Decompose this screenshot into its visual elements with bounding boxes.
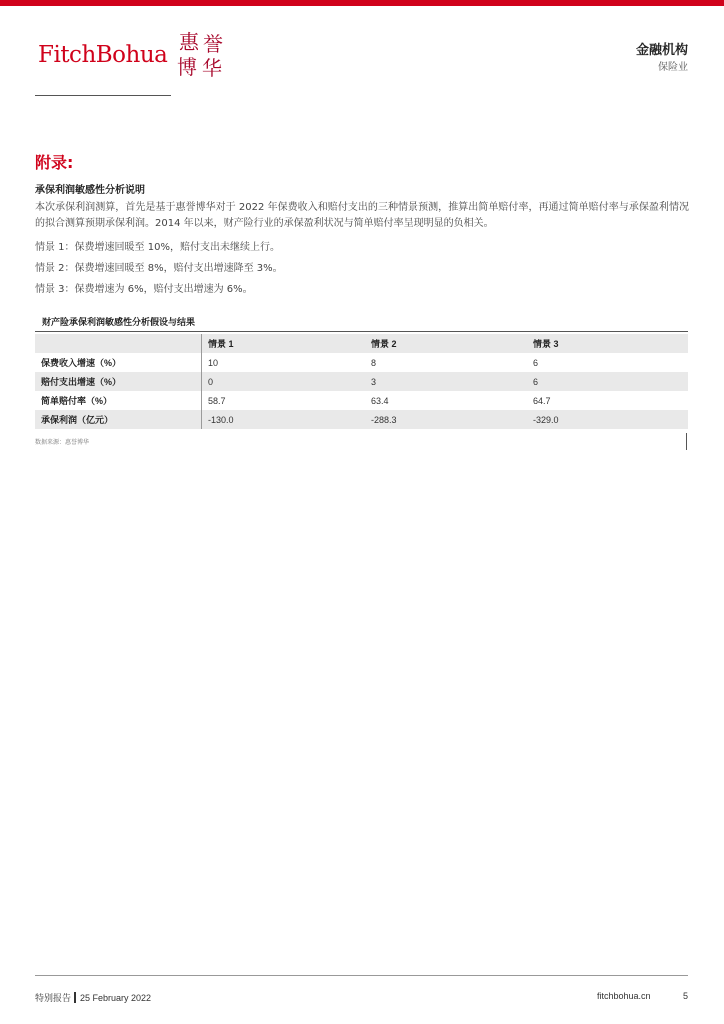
table-cell: 0 — [202, 372, 366, 391]
logo-seal — [173, 28, 233, 88]
logo-seal-char: 博 — [177, 55, 197, 79]
table-cell: 3 — [365, 372, 527, 391]
footer-report-type: 特别报告 — [35, 994, 72, 1004]
top-accent-bar — [0, 0, 724, 6]
table-top-rule — [35, 331, 688, 332]
table-header-row — [35, 334, 688, 353]
table-source-note: 数据来源：惠誉博华 — [35, 439, 90, 446]
section-title: 附录: — [35, 153, 74, 172]
row-label: 简单赔付率（%） — [41, 396, 113, 406]
table-row — [35, 372, 688, 391]
footer-page-number: 5 — [683, 991, 689, 1001]
footer-date: 25 February 2022 — [80, 993, 152, 1003]
table-cell: 63.4 — [371, 395, 389, 406]
logo-seal-char: 惠 — [179, 30, 199, 54]
row-label: 赔付支出增速（%） — [35, 372, 202, 391]
header-subtitle: 保险业 — [658, 62, 688, 73]
table-row — [35, 391, 688, 410]
table-cell: 6 — [527, 372, 688, 391]
sensitivity-table — [35, 334, 688, 429]
table-cell: 64.7 — [533, 395, 551, 406]
table-cell: 6 — [533, 357, 539, 368]
scenario-line: 情景 2：保费增速回暖至 8%，赔付支出增速降至 3%。 — [35, 263, 283, 274]
table-cell: 8 — [371, 357, 377, 368]
scenario-line: 情景 1：保费增速回暖至 10%，赔付支出未继续上行。 — [35, 242, 280, 253]
row-label: 保费收入增速（%） — [41, 358, 122, 368]
table-cell: -288.3 — [365, 410, 527, 429]
row-label: 承保利润（亿元） — [35, 410, 202, 429]
table-caption: 财产险承保利润敏感性分析假设与结果 — [42, 318, 196, 328]
scenario-line: 情景 3：保费增速为 6%，赔付支出增速为 6%。 — [35, 284, 253, 295]
footer-left — [35, 991, 151, 1004]
footer-separator — [74, 992, 76, 1003]
table-cell: 10 — [202, 353, 366, 372]
table-row — [35, 353, 688, 372]
table-row — [35, 410, 688, 429]
footer-website-link[interactable]: fitchbohua.cn — [597, 991, 651, 1001]
logo-seal-char: 誉 — [203, 32, 223, 56]
section-subtitle: 承保利润敏感性分析说明 — [35, 185, 145, 196]
table-cell: -130.0 — [202, 410, 366, 429]
table-cell: -329.0 — [527, 410, 688, 429]
header-title: 金融机构 — [635, 43, 688, 58]
logo-divider — [35, 95, 171, 96]
logo-wordmark: FitchBohua — [38, 42, 168, 68]
table-bottom-marker — [686, 433, 687, 450]
table-header-cell: 情景 3 — [527, 334, 688, 353]
table-cell: 58.7 — [202, 391, 366, 410]
logo-seal-char: 华 — [202, 56, 222, 80]
footer-divider — [35, 975, 688, 976]
table-header-cell: 情景 1 — [202, 334, 366, 353]
header-section-label — [636, 42, 688, 75]
table-header-cell — [35, 334, 202, 353]
body-paragraph: 本次承保利润测算，首先是基于惠誉博华对于 2022 年保费收入和赔付支出的三种情景预测，推算出简单赔付率，再通过简单赔付率与承保盈利情况的拟合测算预期承保利润。2014 年以来，财产险行业的承保盈利状况与简单赔付率呈现明显的负相关。 — [35, 202, 689, 229]
table-header-cell: 情景 2 — [365, 334, 527, 353]
